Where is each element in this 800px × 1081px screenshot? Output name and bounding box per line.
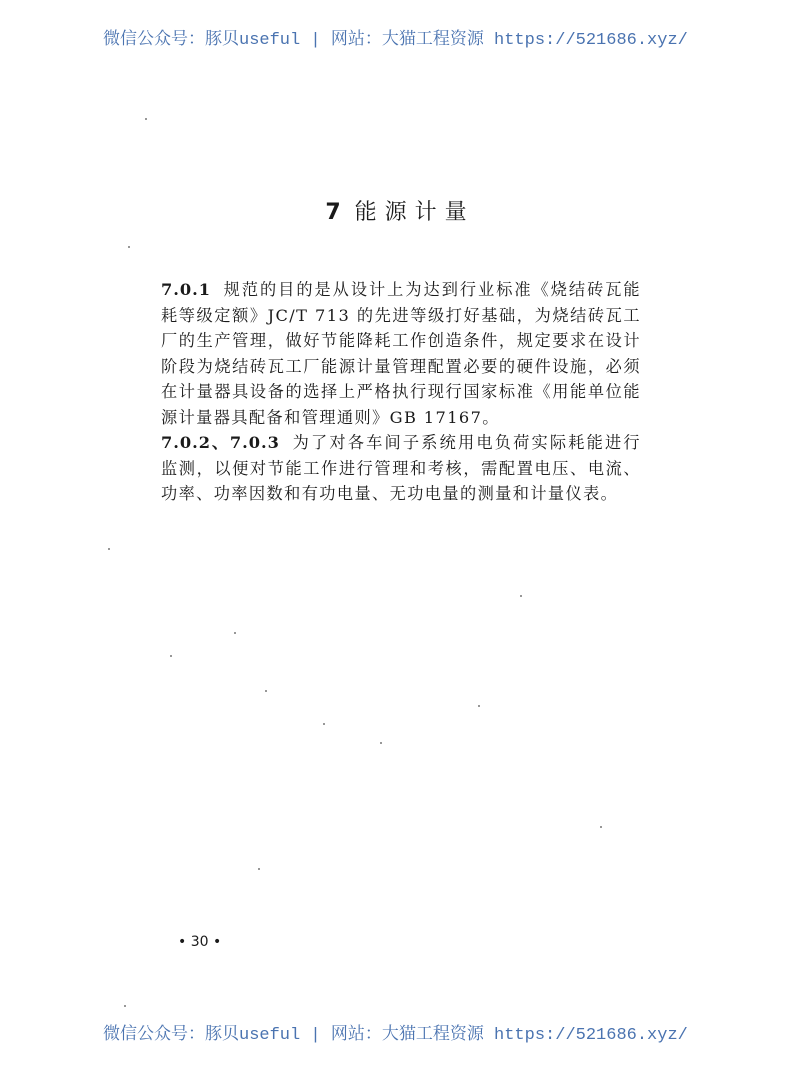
chapter-heading — [0, 195, 800, 226]
wechat-name: useful — [239, 1026, 301, 1045]
clause-text: 规范的目的是从设计上为达到行业标准《烧结砖瓦能耗等级定额》JC/T 713 的先进等级打好基础，为烧结砖瓦工厂的生产管理，做好节能降耗工作创造条件，规定要求在设计阶段为烧结砖瓦工厂能源计量管理配置必要的硬件设施，必须在计量器具设备的选择上严格执行现行国家标准《用能单位能源计量器具配备和管理通则》GB 17167。 — [161, 280, 641, 427]
chapter-body — [161, 277, 641, 507]
site-label: 网站：大猫工程资源 — [330, 1024, 484, 1044]
watermark-header — [103, 24, 703, 50]
chapter-number: 7 — [325, 200, 341, 225]
clause-paragraph — [161, 277, 641, 430]
chapter-title: 能源计量 — [354, 200, 475, 225]
wechat-label: 微信公众号：豚贝 — [103, 29, 239, 49]
watermark-footer — [103, 1019, 703, 1045]
wechat-label: 微信公众号：豚贝 — [103, 1024, 239, 1044]
wechat-name: useful — [239, 31, 301, 50]
clause-number: 7.0.1 — [161, 280, 212, 299]
clause-number: 7.0.2、7.0.3 — [161, 433, 280, 452]
separator: | — [300, 1026, 331, 1045]
clause-text: 为了对各车间子系统用电负荷实际耗能进行监测，以便对节能工作进行管理和考核，需配置电压、电流、功率、功率因数和有功电量、无功电量的测量和计量仪表。 — [161, 433, 641, 503]
site-url: https://521686.xyz/ — [483, 31, 688, 50]
site-label: 网站：大猫工程资源 — [330, 29, 484, 49]
site-url: https://521686.xyz/ — [483, 1026, 688, 1045]
page-number: • 30 • — [178, 934, 222, 950]
separator: | — [300, 31, 331, 50]
clause-paragraph — [161, 430, 641, 507]
